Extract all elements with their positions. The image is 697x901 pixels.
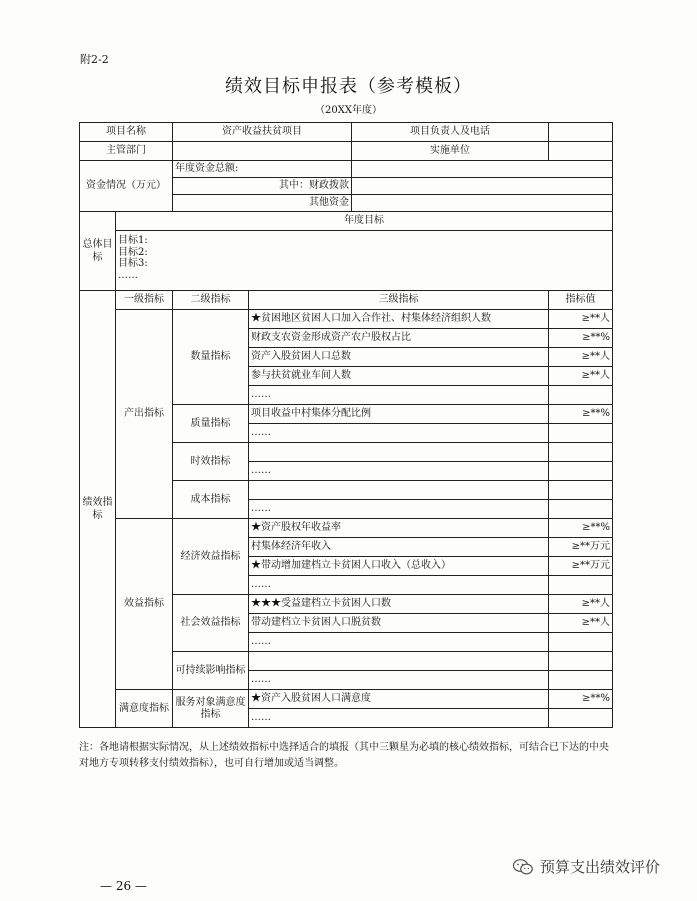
indicator-value <box>549 462 613 481</box>
output-indicator-label: 产出指标 <box>116 310 173 519</box>
indicator-text: 财政支农资金形成资产农户股权占比 <box>249 329 549 348</box>
indicator-value: ≥**人 <box>549 348 613 367</box>
economic-indicator-label: 经济效益指标 <box>173 519 249 595</box>
indicator-text: 带动建档立卡贫困人口脱贫数 <box>249 614 549 633</box>
indicator-value <box>549 576 613 595</box>
indicator-text: ★贫困地区贫困人口加入合作社、村集体经济组织人数 <box>249 310 549 329</box>
col-level2-header: 二级指标 <box>173 291 249 310</box>
indicator-value <box>549 652 613 671</box>
fund-total-value <box>352 161 613 178</box>
indicator-text: …… <box>249 633 549 652</box>
indicator-value: ≥**人 <box>549 310 613 329</box>
overall-goal-label: 总体目标 <box>80 212 116 291</box>
fund-fiscal-value <box>352 178 613 195</box>
page-number: — 26 — <box>100 879 147 893</box>
service-satisfaction-label: 服务对象满意度指标 <box>173 690 249 728</box>
goal-3: 目标3: <box>118 258 148 269</box>
cost-indicator-label: 成本指标 <box>173 481 249 519</box>
benefit-indicator-label: 效益指标 <box>116 519 173 690</box>
fund-label: 资金情况（万元） <box>80 161 173 212</box>
goal-more: …… <box>118 269 138 281</box>
indicator-text <box>249 443 549 462</box>
indicator-value: ≥**% <box>549 519 613 538</box>
indicator-text: …… <box>249 424 549 443</box>
indicator-text: ★资产入股贫困人口满意度 <box>249 690 549 709</box>
col-level3-header: 三级指标 <box>249 291 549 310</box>
indicator-value: ≥**万元 <box>549 538 613 557</box>
indicator-value <box>549 481 613 500</box>
indicator-value: ≥**人 <box>549 595 613 614</box>
quantity-indicator-label: 数量指标 <box>173 310 249 405</box>
fund-other-label: 其他资金 <box>173 195 352 212</box>
perf-indicator-label: 绩效指标 <box>80 291 116 728</box>
indicator-value <box>549 709 613 728</box>
indicator-value: ≥**人 <box>549 614 613 633</box>
indicator-value <box>549 671 613 690</box>
owner-value <box>549 123 613 142</box>
annual-goal-header: 年度目标 <box>116 212 613 231</box>
goal-1: 目标1: <box>118 235 148 246</box>
footnote: 注：各地请根据实际情况，从上述绩效指标中选择适合的填报（其中三颗星为必填的核心绩效指标，可结合已下达的中央对地方专项转移支付绩效指标），也可自行增加或适当调整。 <box>79 742 609 769</box>
indicator-text: ★★★受益建档立卡贫困人口数 <box>249 595 549 614</box>
indicator-text: …… <box>249 671 549 690</box>
indicator-value <box>549 500 613 519</box>
indicator-text: 参与扶贫就业车间人数 <box>249 367 549 386</box>
indicator-value <box>549 424 613 443</box>
indicator-text: 村集体经济年收入 <box>249 538 549 557</box>
project-name-label: 项目名称 <box>80 123 173 142</box>
year-label: （20XX年度） <box>315 105 382 116</box>
performance-goal-table <box>79 122 613 728</box>
indicator-text: ★资产股权年收益率 <box>249 519 549 538</box>
indicator-text: ★带动增加建档立卡贫困人口收入（总收入） <box>249 557 549 576</box>
col-value-header: 指标值 <box>549 291 613 310</box>
indicator-value: ≥**万元 <box>549 557 613 576</box>
indicator-value: ≥**% <box>549 690 613 709</box>
indicator-value: ≥**人 <box>549 367 613 386</box>
timeliness-indicator-label: 时效指标 <box>173 443 249 481</box>
owner-label: 项目负责人及电话 <box>352 123 549 142</box>
indicator-value: ≥**% <box>549 405 613 424</box>
indicator-text <box>249 481 549 500</box>
attachment-label: 附2-2 <box>80 53 109 66</box>
sustain-indicator-label: 可持续影响指标 <box>173 652 249 690</box>
indicator-text: 资产入股贫困人口总数 <box>249 348 549 367</box>
indicator-value <box>549 443 613 462</box>
annual-goal-content <box>116 231 613 291</box>
indicator-text: …… <box>249 462 549 481</box>
indicator-text: 项目收益中村集体分配比例 <box>249 405 549 424</box>
page-title: 绩效目标申报表（参考模板） <box>225 76 472 97</box>
dept-label: 主管部门 <box>80 142 173 161</box>
watermark <box>512 856 660 877</box>
indicator-text <box>249 652 549 671</box>
indicator-text: …… <box>249 386 549 405</box>
fund-fiscal-label: 其中：财政拨款 <box>173 178 352 195</box>
indicator-text: …… <box>249 709 549 728</box>
indicator-value <box>549 386 613 405</box>
wechat-icon <box>512 858 534 876</box>
project-name-value: 资产收益扶贫项目 <box>173 123 352 142</box>
impl-value <box>549 142 613 161</box>
impl-label: 实施单位 <box>352 142 549 161</box>
dept-value <box>173 142 352 161</box>
indicator-text: …… <box>249 576 549 595</box>
indicator-text: …… <box>249 500 549 519</box>
indicator-value: ≥**% <box>549 329 613 348</box>
goal-2: 目标2: <box>118 246 148 258</box>
fund-total-label: 年度资金总额: <box>173 161 352 178</box>
col-level1-header: 一级指标 <box>116 291 173 310</box>
social-indicator-label: 社会效益指标 <box>173 595 249 652</box>
watermark-text: 预算支出绩效评价 <box>540 858 661 876</box>
fund-other-value <box>352 195 613 212</box>
quality-indicator-label: 质量指标 <box>173 405 249 443</box>
indicator-value <box>549 633 613 652</box>
satisfaction-indicator-label: 满意度指标 <box>116 690 173 728</box>
